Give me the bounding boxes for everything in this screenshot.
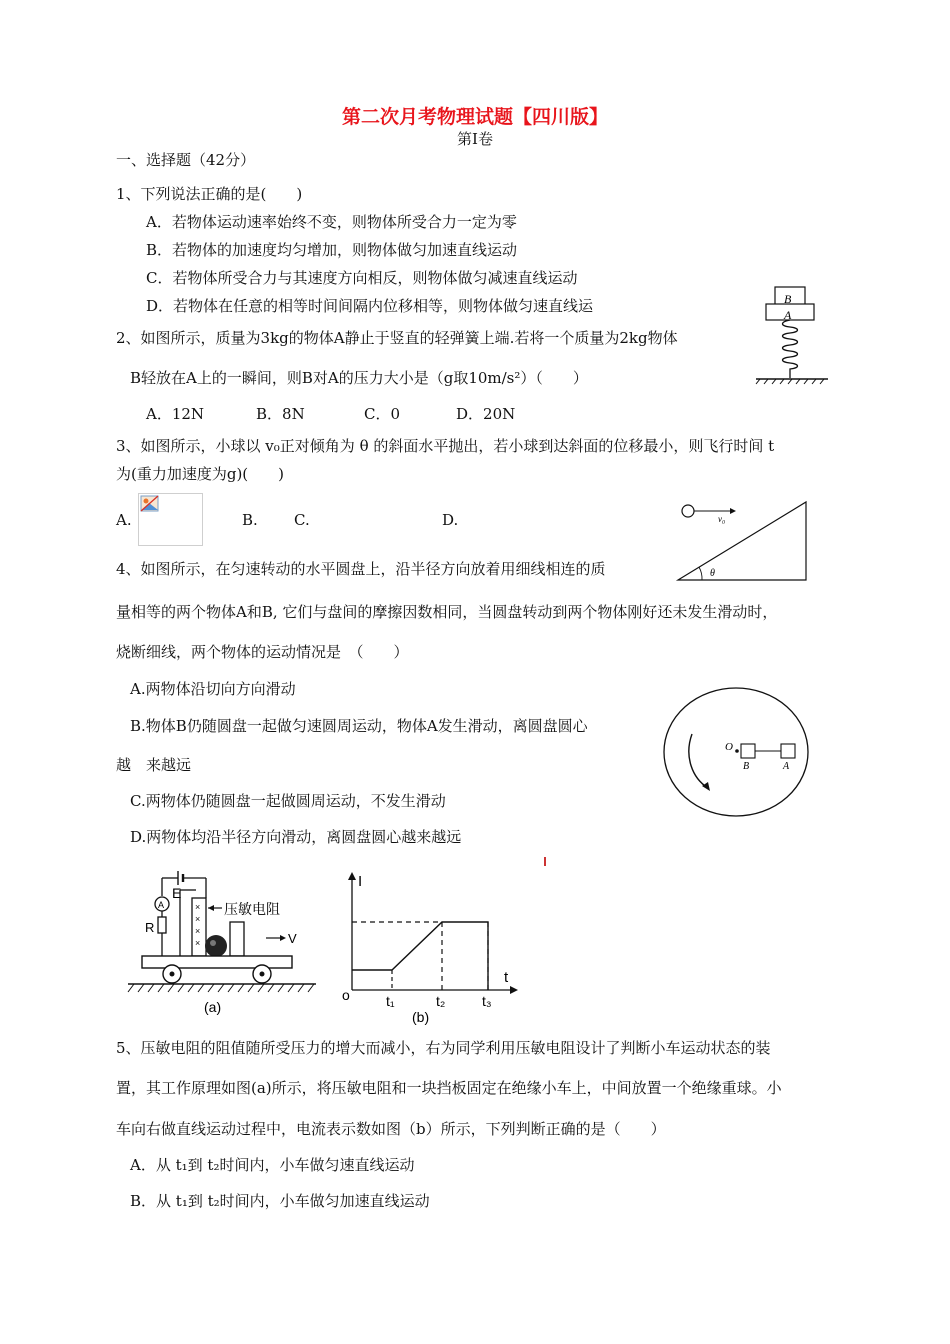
q5-stem-line1: 5、压敏电阻的阻值随所受压力的增大而减小，右为同学利用压敏电阻设计了判断小车运动状态的装 xyxy=(116,1039,771,1057)
fig-tick-t2: t₂ xyxy=(436,993,446,1009)
q2-stem-line1: 2、如图所示，质量为3kg的物体A静止于竖直的轻弹簧上端.若将一个质量为2kg物体 xyxy=(116,329,678,347)
q2-option-b: B．8N xyxy=(256,405,305,423)
page-title: 第二次月考物理试题【四川版】 xyxy=(341,106,608,128)
fig-center-o: O xyxy=(725,741,733,753)
q5-stem-line2: 置，其工作原理如图(a)所示，将压敏电阻和一块挡板固定在绝缘小车上，中间放置一个绝缘重球。小 xyxy=(116,1079,782,1097)
q3-option-d: D. xyxy=(442,511,459,529)
fig-block-b: B xyxy=(784,292,792,306)
q3-option-a: A. xyxy=(116,511,132,529)
svg-text:×: × xyxy=(195,938,201,948)
fig-b-label: (b) xyxy=(412,1009,430,1025)
fig-theta-label: θ xyxy=(710,568,715,579)
q3-stem-line1: 3、如图所示，小球以 v₀正对倾角为 θ 的斜面水平抛出，若小球到达斜面的位移最小，则飞行时间 t xyxy=(116,437,775,455)
q3-option-b: B. xyxy=(242,511,258,529)
fig-disc-a: A xyxy=(783,761,790,772)
rotating-disc-figure xyxy=(662,686,810,818)
q4-option-c: C.两物体仍随圆盘一起做圆周运动，不发生滑动 xyxy=(130,792,446,810)
fig-pressure-resistor: 压敏电阻 xyxy=(224,902,280,918)
broken-image-icon xyxy=(138,493,203,546)
fig-disc-b: B xyxy=(743,761,750,772)
volume-label: 第Ⅰ卷 xyxy=(457,130,493,148)
q2-option-c: C．0 xyxy=(364,405,401,423)
section-heading: 一、选择题（42分） xyxy=(116,151,256,169)
svg-text:×: × xyxy=(195,914,201,924)
q1-option-b: B．若物体的加速度均匀增加，则物体做匀加速直线运动 xyxy=(146,241,518,259)
fig-tick-t3: t₃ xyxy=(482,993,492,1009)
q1-option-a: A．若物体运动速率始终不变，则物体所受合力一定为零 xyxy=(146,213,517,231)
q2-stem-line2: B轻放在A上的一瞬间，则B对A的压力大小是（g取10m/s²）（ ） xyxy=(130,369,588,387)
q1-option-c: C．若物体所受合力与其速度方向相反，则物体做匀减速直线运动 xyxy=(146,269,578,287)
q4-stem-line1: 4、如图所示，在匀速转动的水平圆盘上，沿半径方向放着用细线相连的质 xyxy=(116,560,606,578)
q4-option-b-line2: 越 来越远 xyxy=(116,756,192,774)
fig-v0-label: v₀ xyxy=(718,514,726,524)
q5-option-a: A．从 t₁到 t₂时间内，小车做匀速直线运动 xyxy=(130,1156,415,1174)
fig-velocity-v: V xyxy=(288,931,297,946)
fig-ammeter: A xyxy=(158,900,165,910)
fig-axis-t: t xyxy=(504,969,509,986)
current-graph-figure xyxy=(336,868,526,1025)
q2-option-d: D．20N xyxy=(456,405,516,423)
q4-option-d: D.两物体均沿半径方向滑动，离圆盘圆心越来越远 xyxy=(130,828,462,846)
q3-option-c: C. xyxy=(294,511,310,529)
fig-axis-i: I xyxy=(358,873,363,890)
fig-tick-t1: t₁ xyxy=(386,993,395,1009)
fig-resistor-r: R xyxy=(145,920,155,935)
q3-stem-line2: 为(重力加速度为g)( ) xyxy=(116,465,285,483)
fig-a-label: (a) xyxy=(204,999,222,1015)
cart-circuit-figure xyxy=(126,862,322,1022)
stray-mark xyxy=(544,857,546,866)
fig-origin: o xyxy=(342,987,350,1003)
q4-option-a: A.两物体沿切向方向滑动 xyxy=(130,680,296,698)
incline-figure xyxy=(678,500,808,584)
q5-stem-line3: 车向右做直线运动过程中，电流表示数如图（b）所示，下列判断正确的是（ ） xyxy=(116,1120,666,1138)
svg-text:×: × xyxy=(195,926,201,936)
svg-text:×: × xyxy=(195,902,201,912)
q2-option-a: A．12N xyxy=(146,405,205,423)
q1-option-d: D．若物体在任意的相等时间间隔内位移相等，则物体做匀速直线运 xyxy=(146,297,594,315)
fig-block-a: A xyxy=(784,308,792,322)
fig-battery-e: E xyxy=(172,885,182,901)
q5-option-b: B．从 t₁到 t₂时间内，小车做匀加速直线运动 xyxy=(130,1192,430,1210)
q4-stem-line3: 烧断细线，两个物体的运动情况是 （ ） xyxy=(116,643,409,661)
q4-option-b-line1: B.物体B仍随圆盘一起做匀速圆周运动，物体A发生滑动，离圆盘圆心 xyxy=(130,717,588,735)
q4-stem-line2: 量相等的两个物体A和B, 它们与盘间的摩擦因数相同，当圆盘转动到两个物体刚好还未发生滑动时， xyxy=(116,603,778,621)
q1-stem: 1、下列说法正确的是( ) xyxy=(116,185,303,203)
spring-figure xyxy=(752,284,836,384)
